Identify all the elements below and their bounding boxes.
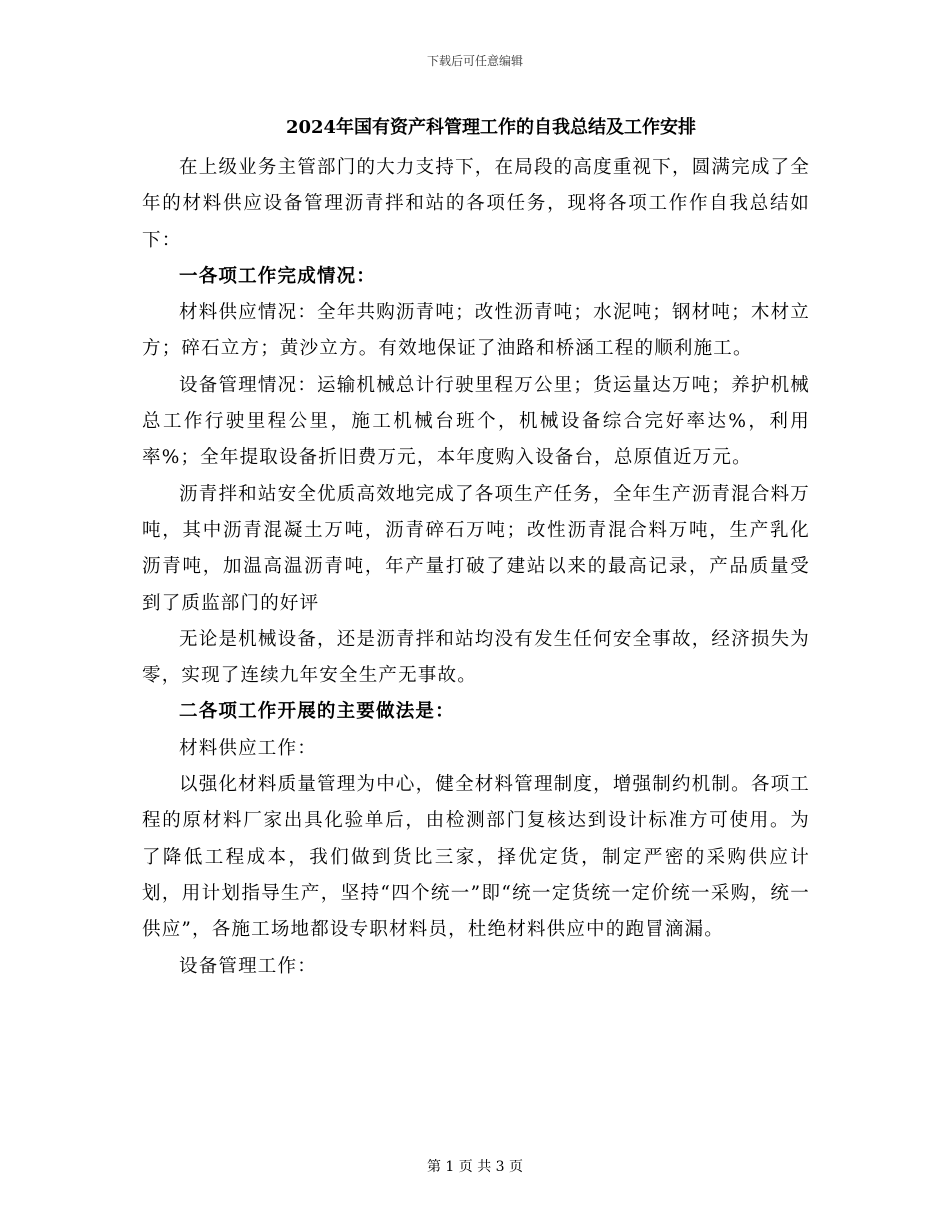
paragraph-material-supply: 材料供应情况：全年共购沥青吨；改性沥青吨；水泥吨；钢材吨；木材立方；碎石立方；黄沙立方。有效地保证了油路和桥涵工程的顺利施工。 [142,302,810,360]
paragraph-equipment-management: 设备管理情况：运输机械总计行驶里程万公里；货运量达万吨；养护机械总工作行驶里程公里，施工机械台班个，机械设备综合完好率达%，利用率%；全年提取设备折旧费万元，本年度购入设备台，总原值近万元。 [142,374,810,469]
document-title: 2024年国有资产科管理工作的自我总结及工作安排 [285,117,697,138]
section-heading-2: 二各项工作开展的主要做法是： [179,701,455,723]
section-heading-1: 一各项工作完成情况： [179,265,377,287]
paragraph-material-quality: 以强化材料质量管理为中心，健全材料管理制度，增强制约机制。各项工程的原材料厂家出具化验单后，由检测部门复核达到设计标准方可使用。为了降低工程成本，我们做到货比三家，择优定货，制定严密的采购供应计划，用计划指导生产，坚持“四个统一”即“统一定货统一定价统一采购，统一供应”，各施工场地都设专职材料员，杜绝材料供应中的跑冒滴漏。 [142,774,810,941]
paragraph-safety: 无论是机械设备，还是沥青拌和站均没有发生任何安全事故，经济损失为零，实现了连续九年安全生产无事故。 [142,628,810,687]
subheading-material-supply-work: 材料供应工作： [179,737,317,759]
header-note: 下载后可任意编辑 [426,54,523,68]
subheading-equipment-work: 设备管理工作： [179,955,317,977]
document-body [142,112,810,985]
paragraph-intro: 在上级业务主管部门的大力支持下，在局段的高度重视下，圆满完成了全年的材料供应设备管理沥青拌和站的各项任务，现将各项工作作自我总结如下： [142,157,810,251]
paragraph-asphalt-plant: 沥青拌和站安全优质高效地完成了各项生产任务，全年生产沥青混合料万吨，其中沥青混凝土万吨，沥青碎石万吨；改性沥青混合料万吨，生产乳化沥青吨，加温高温沥青吨，年产量打破了建站以来的最高记录，产品质量受到了质监部门的好评 [142,483,810,614]
page-indicator: 第 1 页 共 3 页 [426,1159,524,1175]
